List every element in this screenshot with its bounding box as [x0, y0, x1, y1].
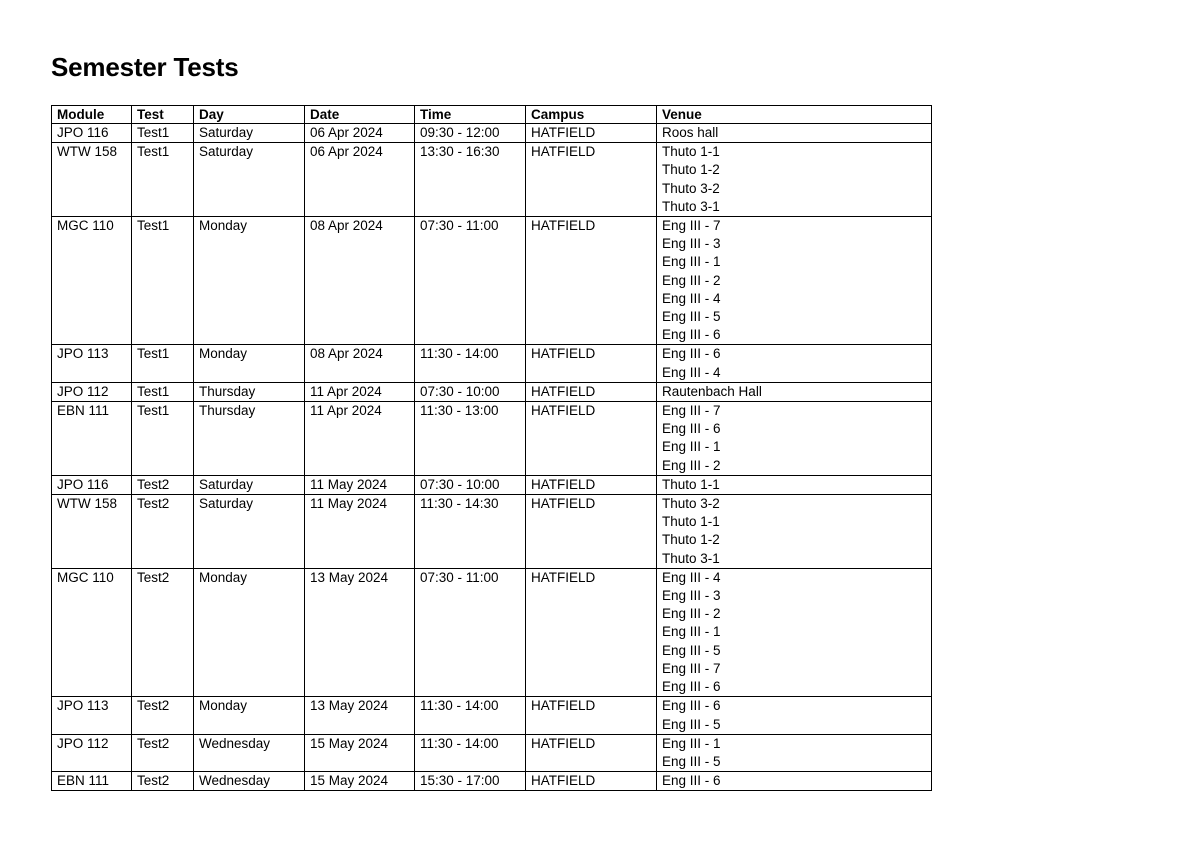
cell-time: 15:30 - 17:00: [415, 772, 526, 791]
cell-venue: [657, 217, 932, 345]
cell-module: EBN 111: [52, 772, 132, 791]
venue-name: Eng III - 7: [662, 660, 721, 676]
cell-time: 07:30 - 10:00: [415, 475, 526, 494]
venue-name: Eng III - 5: [662, 753, 721, 769]
cell-test: Test2: [132, 772, 194, 791]
venue-name: Thuto 3-1: [662, 550, 720, 566]
cell-module: WTW 158: [52, 495, 132, 569]
cell-date: 13 May 2024: [305, 697, 415, 734]
cell-module: JPO 116: [52, 475, 132, 494]
venue-name: Eng III - 6: [662, 327, 721, 343]
cell-time: 11:30 - 14:00: [415, 734, 526, 771]
cell-day: Monday: [194, 217, 305, 345]
cell-campus: HATFIELD: [526, 382, 657, 401]
cell-venue: [657, 734, 932, 771]
cell-module: MGC 110: [52, 568, 132, 696]
cell-test: Test1: [132, 217, 194, 345]
venue-name: Rautenbach Hall: [662, 383, 762, 399]
cell-venue: [657, 697, 932, 734]
cell-time: 09:30 - 12:00: [415, 124, 526, 143]
venue-name: Thuto 1-2: [662, 532, 720, 548]
cell-time: 11:30 - 14:00: [415, 345, 526, 382]
cell-date: 06 Apr 2024: [305, 124, 415, 143]
cell-day: Thursday: [194, 402, 305, 476]
cell-date: 13 May 2024: [305, 568, 415, 696]
cell-module: MGC 110: [52, 217, 132, 345]
cell-date: 11 Apr 2024: [305, 382, 415, 401]
cell-module: EBN 111: [52, 402, 132, 476]
cell-campus: HATFIELD: [526, 345, 657, 382]
table-row: [52, 495, 932, 569]
venue-name: Eng III - 1: [662, 254, 721, 270]
table-row: [52, 697, 932, 734]
cell-day: Wednesday: [194, 734, 305, 771]
cell-time: 11:30 - 14:00: [415, 697, 526, 734]
venue-name: Thuto 3-2: [662, 496, 720, 512]
cell-campus: HATFIELD: [526, 143, 657, 217]
venue-name: Thuto 3-2: [662, 180, 720, 196]
venue-name: Thuto 1-1: [662, 476, 720, 492]
cell-campus: HATFIELD: [526, 495, 657, 569]
table-row: [52, 345, 932, 382]
cell-test: Test2: [132, 495, 194, 569]
cell-campus: HATFIELD: [526, 697, 657, 734]
venue-name: Eng III - 5: [662, 642, 721, 658]
cell-venue: [657, 124, 932, 143]
cell-campus: HATFIELD: [526, 217, 657, 345]
table-row: [52, 772, 932, 791]
cell-module: JPO 116: [52, 124, 132, 143]
cell-test: Test1: [132, 382, 194, 401]
cell-day: Monday: [194, 697, 305, 734]
cell-test: Test1: [132, 402, 194, 476]
cell-venue: [657, 568, 932, 696]
venue-name: Eng III - 6: [662, 679, 721, 695]
venue-name: Eng III - 6: [662, 346, 721, 362]
cell-venue: [657, 345, 932, 382]
cell-venue: [657, 772, 932, 791]
table-row: [52, 217, 932, 345]
venue-name: Eng III - 6: [662, 773, 721, 789]
cell-test: Test2: [132, 734, 194, 771]
venue-name: Thuto 1-2: [662, 162, 720, 178]
venue-name: Eng III - 6: [662, 421, 721, 437]
table-row: [52, 568, 932, 696]
cell-venue: [657, 495, 932, 569]
venue-name: Eng III - 7: [662, 218, 721, 234]
cell-time: 11:30 - 14:30: [415, 495, 526, 569]
cell-test: Test1: [132, 124, 194, 143]
table-row: [52, 143, 932, 217]
cell-date: 11 May 2024: [305, 495, 415, 569]
page-title: Semester Tests: [51, 52, 239, 82]
cell-venue: [657, 143, 932, 217]
venue-name: Eng III - 2: [662, 606, 721, 622]
cell-test: Test2: [132, 568, 194, 696]
cell-date: 11 Apr 2024: [305, 402, 415, 476]
cell-campus: HATFIELD: [526, 402, 657, 476]
table-row: [52, 402, 932, 476]
cell-day: Saturday: [194, 124, 305, 143]
venue-name: Roos hall: [662, 125, 719, 140]
venue-name: Eng III - 6: [662, 698, 721, 714]
cell-time: 07:30 - 11:00: [415, 568, 526, 696]
venue-name: Thuto 1-1: [662, 514, 720, 530]
cell-campus: HATFIELD: [526, 475, 657, 494]
cell-day: Saturday: [194, 495, 305, 569]
cell-test: Test1: [132, 143, 194, 217]
venue-name: Eng III - 7: [662, 403, 721, 419]
venue-name: Thuto 3-1: [662, 198, 720, 214]
cell-module: JPO 112: [52, 382, 132, 401]
table-row: [52, 475, 932, 494]
table-header-row: [52, 106, 932, 124]
cell-campus: HATFIELD: [526, 772, 657, 791]
column-header-time: Time: [415, 106, 526, 124]
table-body: [52, 124, 932, 791]
venue-name: Eng III - 2: [662, 272, 721, 288]
cell-day: Monday: [194, 568, 305, 696]
cell-date: 11 May 2024: [305, 475, 415, 494]
cell-date: 06 Apr 2024: [305, 143, 415, 217]
venue-name: Eng III - 2: [662, 457, 721, 473]
cell-day: Monday: [194, 345, 305, 382]
venue-name: Eng III - 1: [662, 624, 721, 640]
column-header-test: Test: [132, 106, 194, 124]
cell-test: Test2: [132, 475, 194, 494]
cell-module: JPO 113: [52, 697, 132, 734]
cell-test: Test1: [132, 345, 194, 382]
venue-name: Eng III - 1: [662, 735, 721, 751]
cell-time: 07:30 - 10:00: [415, 382, 526, 401]
table-row: [52, 382, 932, 401]
venue-name: Eng III - 4: [662, 364, 721, 380]
column-header-campus: Campus: [526, 106, 657, 124]
cell-module: JPO 113: [52, 345, 132, 382]
cell-date: 08 Apr 2024: [305, 345, 415, 382]
cell-venue: [657, 475, 932, 494]
cell-venue: [657, 402, 932, 476]
cell-campus: HATFIELD: [526, 734, 657, 771]
table-row: [52, 734, 932, 771]
venue-name: Eng III - 4: [662, 569, 721, 585]
cell-date: 08 Apr 2024: [305, 217, 415, 345]
venue-name: Thuto 1-1: [662, 144, 720, 160]
column-header-day: Day: [194, 106, 305, 124]
semester-tests-table: [51, 105, 932, 791]
cell-day: Saturday: [194, 475, 305, 494]
cell-day: Thursday: [194, 382, 305, 401]
cell-time: 11:30 - 13:00: [415, 402, 526, 476]
venue-name: Eng III - 3: [662, 588, 721, 604]
venue-name: Eng III - 5: [662, 716, 721, 732]
venue-name: Eng III - 1: [662, 439, 721, 455]
venue-name: Eng III - 3: [662, 236, 721, 252]
cell-time: 13:30 - 16:30: [415, 143, 526, 217]
cell-module: JPO 112: [52, 734, 132, 771]
column-header-module: Module: [52, 106, 132, 124]
cell-time: 07:30 - 11:00: [415, 217, 526, 345]
column-header-venue: Venue: [657, 106, 932, 124]
cell-day: Saturday: [194, 143, 305, 217]
cell-module: WTW 158: [52, 143, 132, 217]
cell-date: 15 May 2024: [305, 734, 415, 771]
column-header-date: Date: [305, 106, 415, 124]
cell-campus: HATFIELD: [526, 568, 657, 696]
cell-day: Wednesday: [194, 772, 305, 791]
table-row: [52, 124, 932, 143]
venue-name: Eng III - 5: [662, 309, 721, 325]
venue-name: Eng III - 4: [662, 290, 721, 306]
cell-venue: [657, 382, 932, 401]
cell-test: Test2: [132, 697, 194, 734]
cell-campus: HATFIELD: [526, 124, 657, 143]
cell-date: 15 May 2024: [305, 772, 415, 791]
